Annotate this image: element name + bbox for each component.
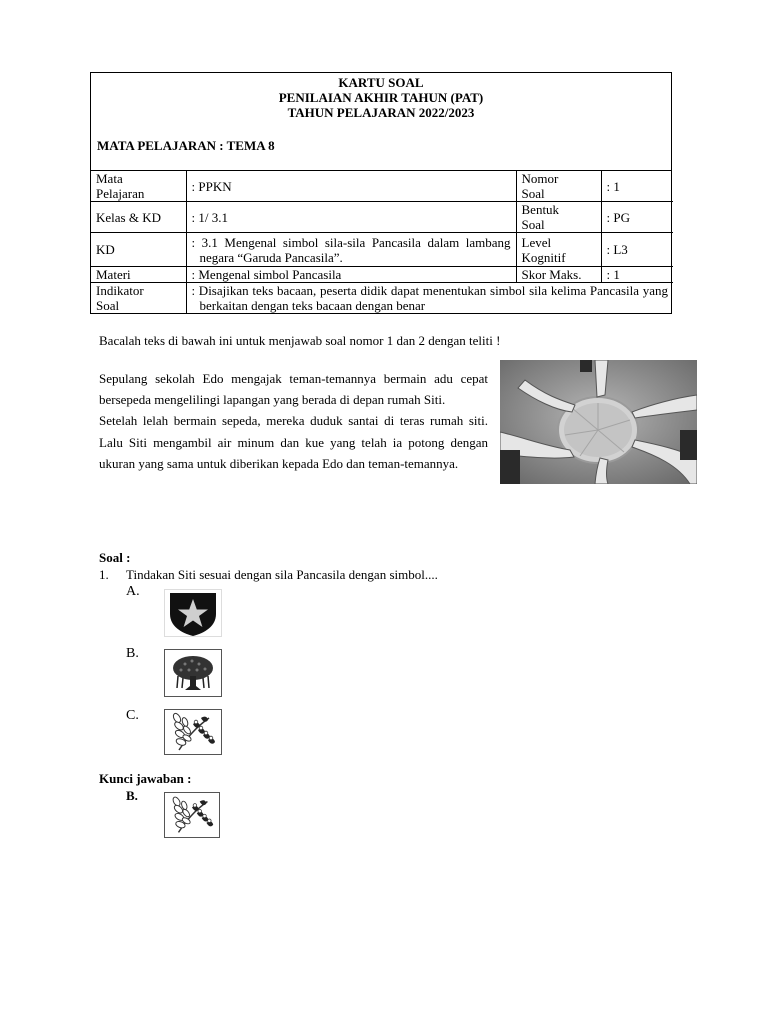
skor-label: Skor Maks. — [516, 267, 601, 283]
reading-instruction: Bacalah teks di bawah ini untuk menjawab soal nomor 1 dan 2 dengan teliti ! — [99, 333, 501, 348]
table-row — [91, 283, 673, 314]
option-c-box[interactable] — [164, 709, 222, 755]
mapel-label: Mata Pelajaran — [91, 171, 186, 202]
table-row — [91, 202, 673, 233]
table-row — [91, 171, 673, 202]
rice-cotton-icon — [165, 793, 219, 837]
indikator-label: Indikator Soal — [91, 283, 186, 314]
nomor-value: : 1 — [601, 171, 673, 202]
kd-label: KD — [91, 233, 186, 267]
banyan-tree-icon — [165, 650, 221, 696]
cake-sharing-photo — [500, 360, 697, 484]
cake-sharing-illustration — [500, 360, 697, 484]
rice-cotton-icon — [165, 710, 221, 754]
table-row — [91, 233, 673, 267]
star-shield-icon — [165, 590, 221, 636]
option-b-letter: B. — [126, 646, 139, 661]
nomor-label: Nomor Soal — [516, 171, 601, 202]
question-card — [90, 72, 672, 314]
card-title: KARTU SOAL — [338, 75, 424, 90]
option-b-box[interactable] — [164, 649, 222, 697]
question-number: 1. — [99, 567, 109, 582]
answer-key-letter: B. — [126, 788, 138, 803]
level-value: : L3 — [601, 233, 673, 267]
exam-title: PENILAIAN AKHIR TAHUN (PAT) — [278, 90, 484, 105]
level-label: Level Kognitif — [516, 233, 601, 267]
subject-line: MATA PELAJARAN : TEMA 8 — [97, 138, 275, 153]
question-text: Tindakan Siti sesuai dengan sila Pancasila dengan simbol.... — [126, 567, 438, 582]
card-header — [91, 73, 671, 171]
option-a-letter: A. — [126, 584, 140, 599]
option-a-box[interactable] — [164, 589, 222, 637]
bentuk-label: Bentuk Soal — [516, 202, 601, 233]
info-table — [91, 171, 673, 313]
indikator-value: : Disajikan teks bacaan, peserta didik dapat menentukan simbol sila kelima Pancasila yang berkaitan dengan teks bacaan dengan benar — [191, 283, 668, 313]
kd-value: : 3.1 Mengenal simbol sila-sila Pancasila dalam lambang negara “Garuda Pancasila”. — [191, 234, 511, 265]
materi-label: Materi — [91, 267, 186, 283]
materi-value: : Mengenal simbol Pancasila — [186, 267, 516, 283]
soal-label: Soal : — [99, 550, 131, 565]
reading-passage — [99, 368, 488, 474]
answer-key-label: Kunci jawaban : — [99, 771, 192, 786]
table-row — [91, 267, 673, 283]
passage-paragraph-2: Setelah lelah bermain sepeda, mereka duduk santai di teras rumah siti. Lalu Siti mengambil air minum dan kue yang telah ia potong dengan ukuran yang sama untuk diberikan kepada Edo dan teman-temannya. — [99, 413, 488, 471]
mapel-value: : PPKN — [186, 171, 516, 202]
option-c-letter: C. — [126, 708, 139, 723]
kelas-label: Kelas & KD — [91, 202, 186, 233]
kelas-value: : 1/ 3.1 — [186, 202, 516, 233]
school-year: TAHUN PELAJARAN 2022/2023 — [287, 105, 475, 120]
skor-value: : 1 — [601, 267, 673, 283]
passage-paragraph-1: Sepulang sekolah Edo mengajak teman-temannya bermain adu cepat bersepeda mengelilingi lapangan yang berada di depan rumah Siti. — [99, 371, 488, 408]
bentuk-value: : PG — [601, 202, 673, 233]
answer-key-box — [164, 792, 220, 838]
